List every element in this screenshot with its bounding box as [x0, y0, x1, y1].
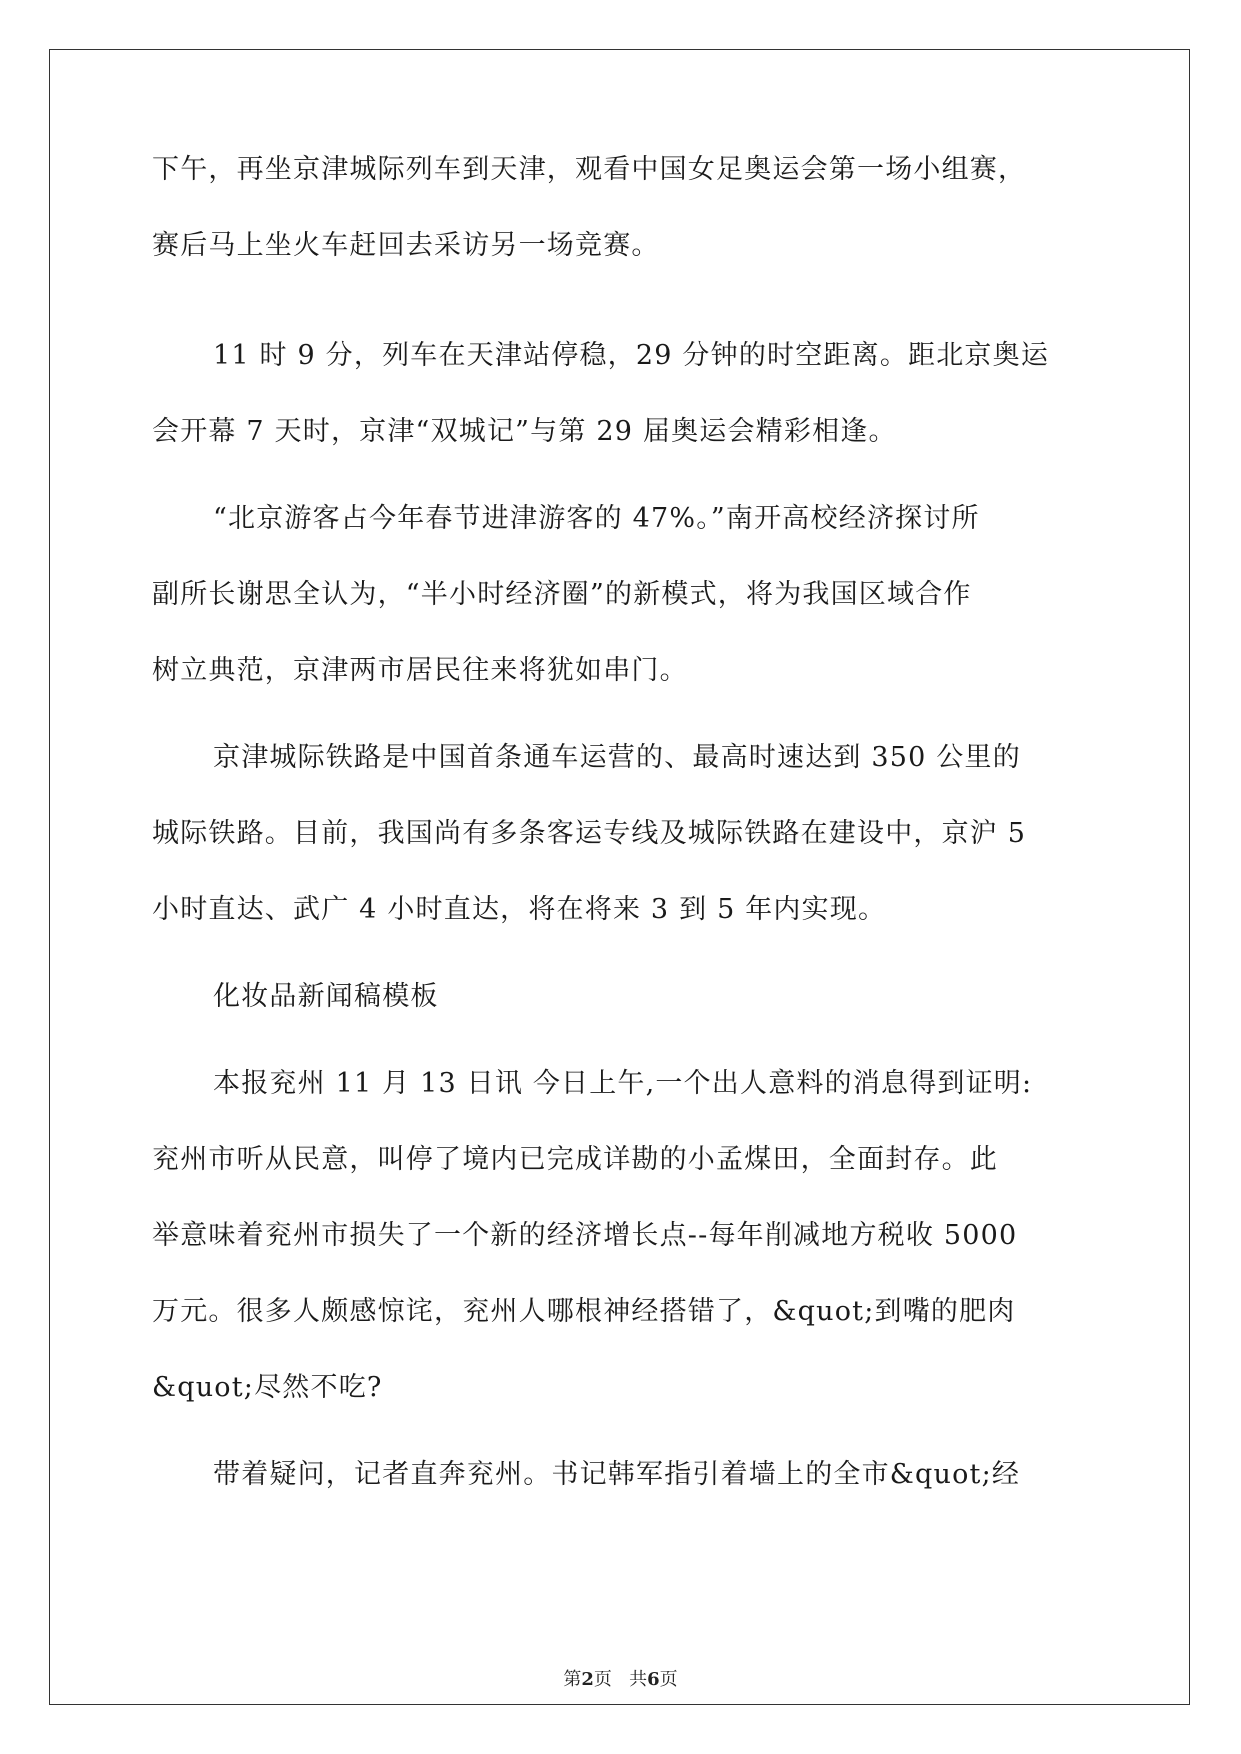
- text-line: “北京游客占今年春节进津游客的 47%。”南开高校经济探讨所: [213, 503, 980, 534]
- text-line: 带着疑问，记者直奔兖州。书记韩军指引着墙上的全市&quot;经: [213, 1459, 1021, 1490]
- page-footer: [0, 1668, 1241, 1692]
- text-line: 本报兖州 11 月 13 日讯 今日上午,一个出人意料的消息得到证明:: [213, 1068, 1033, 1099]
- text-line: 树立典范，京津两市居民往来将犹如串门。: [152, 655, 688, 686]
- footer-prefix: 第: [563, 1669, 582, 1690]
- text-line: 赛后马上坐火车赶回去采访另一场竞赛。: [152, 230, 660, 261]
- total-page-count: 6: [647, 1669, 660, 1690]
- text-line: 兖州市听从民意，叫停了境内已完成详勘的小孟煤田，全面封存。此: [152, 1144, 998, 1175]
- text-line: 11 时 9 分，列车在天津站停稳，29 分钟的时空距离。距北京奥运: [213, 340, 1050, 371]
- text-line: 副所长谢思全认为，“半小时经济圈”的新模式，将为我国区域合作: [152, 579, 972, 610]
- text-line: 城际铁路。目前，我国尚有多条客运专线及城际铁路在建设中，京沪 5: [152, 818, 1027, 849]
- text-line: 小时直达、武广 4 小时直达，将在将来 3 到 5 年内实现。: [152, 894, 887, 925]
- footer-total-suffix: 页: [659, 1669, 678, 1690]
- text-line: 举意味着兖州市损失了一个新的经济增长点--每年削减地方税收 5000: [152, 1220, 1018, 1251]
- text-line: 会开幕 7 天时，京津“双城记”与第 29 届奥运会精彩相逢。: [152, 416, 897, 447]
- text-line: 京津城际铁路是中国首条通车运营的、最高时速达到 350 公里的: [213, 742, 1021, 773]
- section-heading: 化妆品新闻稿模板: [213, 981, 439, 1012]
- current-page-number: 2: [581, 1669, 594, 1690]
- text-line: &quot;尽然不吃?: [152, 1372, 383, 1403]
- footer-page-suffix: 页: [593, 1669, 612, 1690]
- text-line: 万元。很多人颇感惊诧，兖州人哪根神经搭错了，&quot;到嘴的肥肉: [152, 1296, 1016, 1327]
- text-line: 下午，再坐京津城际列车到天津，观看中国女足奥运会第一场小组赛，: [152, 154, 1027, 185]
- footer-total-prefix: 共: [629, 1669, 648, 1690]
